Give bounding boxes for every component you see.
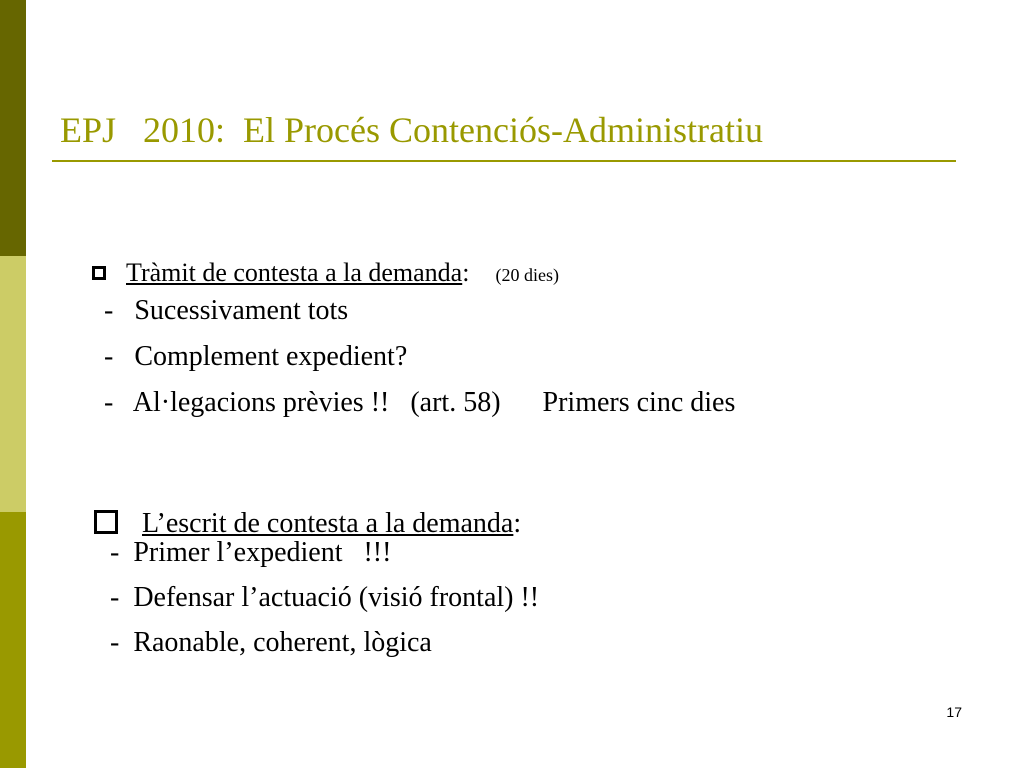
square-bullet-icon: [92, 266, 106, 280]
sidebar-band-light: [0, 256, 26, 512]
sub-item: - Sucessivament tots: [104, 295, 349, 326]
sidebar-band-mid: [0, 512, 26, 768]
sub-item: - Primer l’expedient !!!: [110, 537, 392, 568]
title-underline-rule: [52, 160, 956, 162]
sub-item: - Defensar l’actuació (visió frontal) !!: [110, 582, 540, 613]
slide-title: EPJ 2010: El Procés Contenciós-Administratiu: [60, 110, 763, 150]
bullet-colon: :: [462, 258, 470, 287]
sidebar-band-dark: [0, 0, 26, 256]
square-bullet-icon: [94, 510, 118, 534]
bullet-heading: Tràmit de contesta a la demanda: [126, 258, 463, 287]
bullet-heading: L’escrit de contesta a la demanda: [142, 508, 514, 539]
page-number: 17: [946, 704, 962, 720]
bullet-colon: :: [513, 508, 522, 539]
sub-item: - Al·legacions prèvies !! (art. 58) Primers cinc dies: [104, 387, 736, 418]
sub-item: - Complement expedient?: [104, 341, 408, 372]
bullet-note: (20 dies): [495, 265, 559, 285]
sub-item: - Raonable, coherent, lògica: [110, 627, 432, 658]
